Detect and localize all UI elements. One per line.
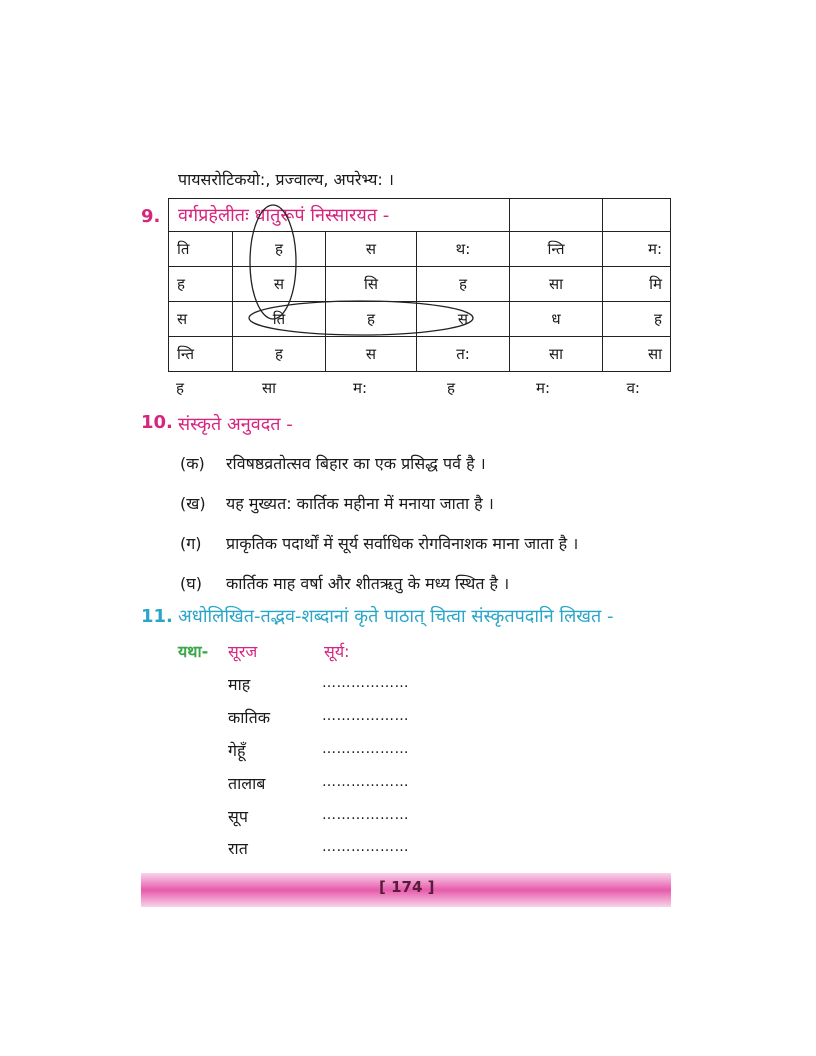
grid-cell: न्ति [169, 337, 233, 372]
grid-cell: सा [603, 337, 671, 372]
sentence-item [180, 452, 486, 474]
grid-cell: ह [176, 379, 184, 397]
q9-title: वर्गप्रहेलीतः धातुरूपं निस्सारयत - [178, 205, 390, 226]
grid-cell: मि [603, 267, 671, 302]
word-item: कातिक [228, 708, 270, 727]
grid-cell: सा [510, 337, 603, 372]
answer-blank: ……………… [322, 675, 409, 691]
grid-row [169, 337, 671, 372]
grid-cell: म: [352, 379, 368, 397]
grid-cell: ह [603, 302, 671, 337]
q10-number: 10. [141, 412, 173, 433]
answer-blank: ……………… [322, 708, 409, 724]
grid-cell: म: [603, 232, 671, 267]
sentence-item [180, 492, 494, 514]
answer-blank: ……………… [322, 839, 409, 855]
q9-number: 9. [141, 206, 161, 227]
sentence-label: (क) [180, 454, 205, 473]
grid-cell: सा [261, 379, 277, 397]
grid-cell: न्ति [510, 232, 603, 267]
q11-title: अधोलिखित-तद्भव-शब्दानां कृते पाठात् चित्वा संस्कृतपदानि लिखत - [178, 606, 614, 627]
grid-header-cell [603, 199, 671, 232]
top-line: पायसरोटिकयो:, प्रज्वाल्य, अपरेभ्य: । [178, 170, 394, 189]
example-label: यथा- [178, 642, 209, 661]
grid-cell: ध [510, 302, 603, 337]
grid-cell: ह [417, 267, 510, 302]
grid-cell: थ: [417, 232, 510, 267]
sentence-label: (घ) [180, 574, 202, 593]
example-answer: सूर्य: [324, 642, 350, 661]
sentence-item [180, 572, 509, 594]
grid-header-cell [510, 199, 603, 232]
page-footer-band [141, 873, 671, 907]
word-item: रात [228, 839, 248, 858]
word-item: सूप [228, 807, 248, 826]
grid-cell: ति [169, 232, 233, 267]
q10-title: संस्कृते अनुवदत - [178, 414, 293, 435]
grid-cell: स [233, 267, 326, 302]
sentence-label: (ख) [180, 494, 206, 513]
answer-blank: ……………… [322, 807, 409, 823]
grid-cell: सा [510, 267, 603, 302]
grid-cell: व: [626, 379, 640, 397]
grid-cell: ह [233, 232, 326, 267]
answer-blank: ……………… [322, 741, 409, 757]
grid-cell: स [417, 302, 510, 337]
word-item: माह [228, 675, 251, 694]
grid-cell: स [326, 232, 417, 267]
grid-row [169, 232, 671, 267]
page-number: [ 174 ] [379, 878, 435, 896]
sentence-text: कार्तिक माह वर्षा और शीतऋतु के मध्य स्थित है । [226, 574, 510, 593]
grid-cell: ह [447, 379, 455, 397]
sentence-label: (ग) [180, 534, 202, 553]
grid-cell: ति [233, 302, 326, 337]
grid-cell: सि [326, 267, 417, 302]
grid-cell: स [326, 337, 417, 372]
example-word: सूरज [228, 642, 258, 661]
answer-blank: ……………… [322, 774, 409, 790]
word-item: तालाब [228, 774, 266, 793]
grid-cell: ह [169, 267, 233, 302]
grid-cell: त: [417, 337, 510, 372]
grid-cell: स [169, 302, 233, 337]
q11-number: 11. [141, 606, 173, 627]
sentence-text: प्राकृतिक पदार्थों में सूर्य सर्वाधिक रोगविनाशक माना जाता है । [226, 534, 579, 553]
grid-cell: ह [233, 337, 326, 372]
grid-header-cell [417, 199, 510, 232]
grid-last-row [168, 378, 648, 398]
grid-cell: ह [326, 302, 417, 337]
word-item: गेहूँ [228, 741, 246, 760]
grid-cell: म: [535, 379, 551, 397]
sentence-item [180, 532, 578, 554]
sentence-text: यह मुख्यत: कार्तिक महीना में मनाया जाता है । [226, 494, 494, 513]
grid-row [169, 267, 671, 302]
grid-row [169, 302, 671, 337]
sentence-text: रविषष्ठव्रतोत्सव बिहार का एक प्रसिद्ध पर्व है । [226, 454, 486, 473]
